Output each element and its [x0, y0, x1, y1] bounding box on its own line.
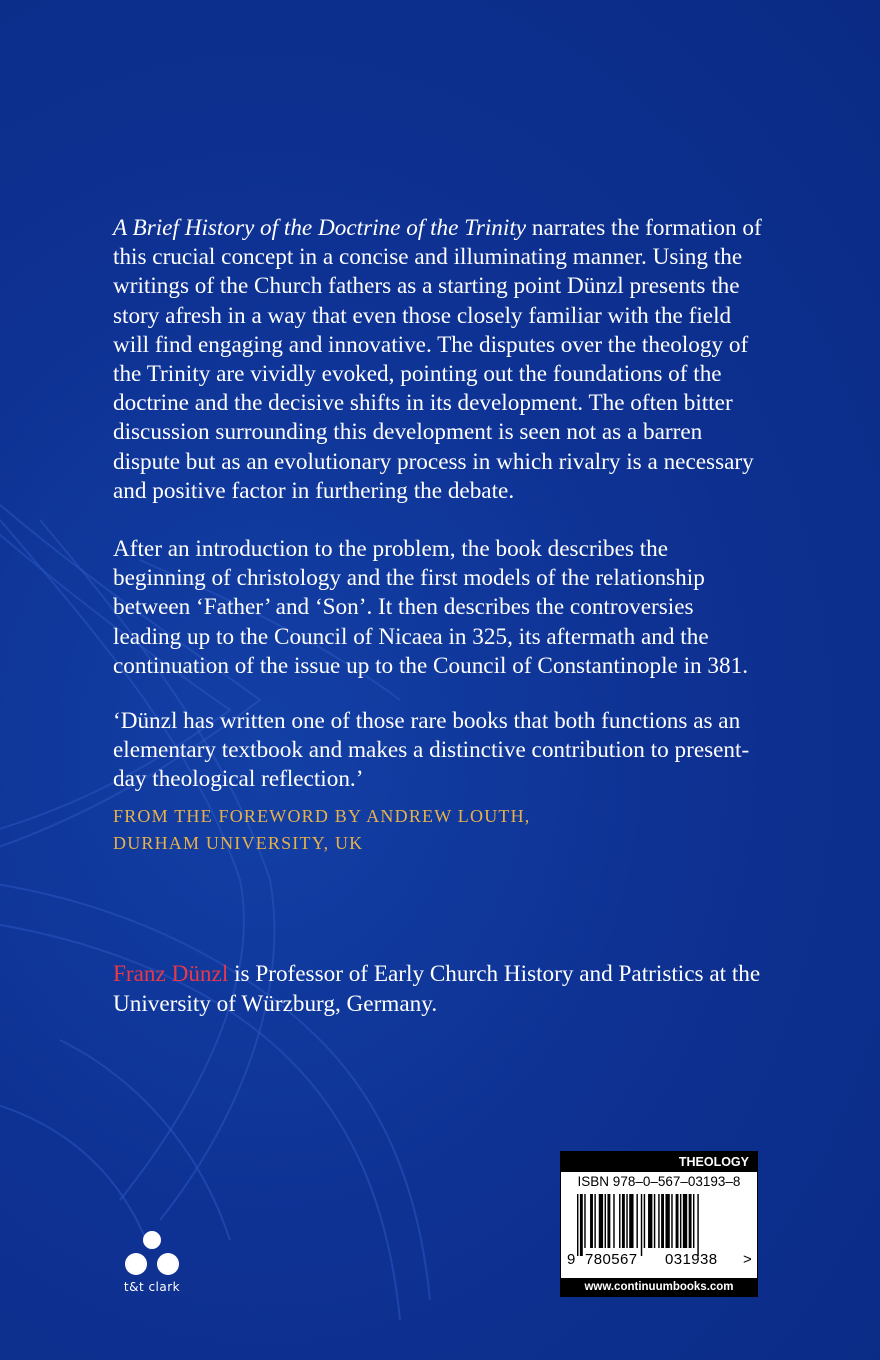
barcode-bar	[683, 1194, 687, 1248]
barcode-bar	[590, 1194, 593, 1248]
barcode-bar	[693, 1194, 694, 1248]
barcode-bar	[648, 1194, 652, 1248]
barcode-bar	[676, 1194, 679, 1248]
author-bio-text: is Professor of Early Church History and Patristics at the University of Würzburg, Germany.	[113, 961, 761, 1017]
isbn-text: ISBN 978–0–567–03193–8	[577, 1174, 741, 1189]
attribution-line-1: FROM THE FOREWORD BY ANDREW LOUTH,	[113, 805, 531, 826]
blurb-text	[113, 214, 763, 857]
barcode-bar	[658, 1194, 659, 1248]
barcode-digits-group-2: 031938	[665, 1251, 718, 1268]
blurb-paragraph-2: After an introduction to the problem, the book describes the beginning of christology and the first models of the relationship between ‘Father’ and ‘Son’. It then describes the controversies leading up to the Council of Nicaea in 325, its aftermath and the continuation of the issue up to the Council of Constantinople in 381.	[113, 536, 749, 679]
book-title-italic: A Brief History of the Doctrine of the Trinity	[113, 215, 527, 241]
barcode-digit-trail: >	[743, 1251, 753, 1268]
barcode-bar	[599, 1194, 603, 1248]
barcode-bar	[629, 1194, 633, 1248]
barcode-bar	[619, 1194, 620, 1248]
endorsement-quote: ‘Dünzl has written one of those rare books that both functions as an elementary textbook and makes a distinctive contribution to present-day theological reflection.’	[113, 708, 750, 793]
continuum-dots-logo-icon	[112, 1230, 192, 1310]
barcode-bar	[671, 1194, 672, 1248]
barcode-bar	[665, 1194, 669, 1248]
blurb-paragraph-1-text: narrates the formation of this crucial concept in a concise and illuminating manner. Using the writings of the Church fathers as a starting point Dünzl presents the story afresh in a way that even those closely familiar with the field will find engaging and innovative. The disputes over the theology of the Trinity are vividly evoked, pointing out the foundations of the doctrine and the decisive shifts in its development. The often bitter discussion surrounding this development is seen not as a barren dispute but as an evolutionary process in which rivalry is a necessary and positive factor in furthering the debate.	[113, 215, 762, 504]
barcode-bar	[636, 1194, 637, 1248]
barcode-bars	[571, 1192, 747, 1256]
barcode-bar	[613, 1194, 614, 1248]
quote-attribution	[113, 803, 763, 857]
barcode-bar	[577, 1194, 578, 1256]
barcode-bar	[654, 1194, 655, 1248]
barcode-bar	[607, 1194, 610, 1248]
barcode-bar	[580, 1194, 583, 1256]
barcode-bar	[644, 1194, 645, 1248]
attribution-line-2: DURHAM UNIVERSITY, UK	[113, 832, 364, 853]
barcode-bar	[594, 1194, 595, 1248]
publisher-url: www.continuumbooks.com	[561, 1278, 757, 1296]
barcode-label	[560, 1151, 758, 1297]
barcode-bar	[680, 1194, 681, 1248]
barcode-bar	[641, 1194, 642, 1256]
barcode-digit-lead: 9	[567, 1251, 576, 1268]
barcode-bar	[584, 1194, 585, 1248]
barcode-bar	[626, 1194, 627, 1248]
barcode-bar	[661, 1194, 664, 1248]
barcode-bar	[622, 1194, 625, 1248]
publisher-name: t&t clark	[123, 1280, 181, 1294]
barcode-bar	[605, 1194, 606, 1248]
author-bio	[113, 959, 793, 1019]
barcode-bar	[689, 1194, 692, 1248]
barcode-bar	[697, 1194, 698, 1256]
barcode-category: THEOLOGY	[561, 1152, 757, 1172]
barcode-digits-group-1: 780567	[585, 1251, 638, 1268]
author-name: Franz Dünzl	[113, 961, 229, 987]
blurb-paragraph-1	[113, 214, 763, 506]
